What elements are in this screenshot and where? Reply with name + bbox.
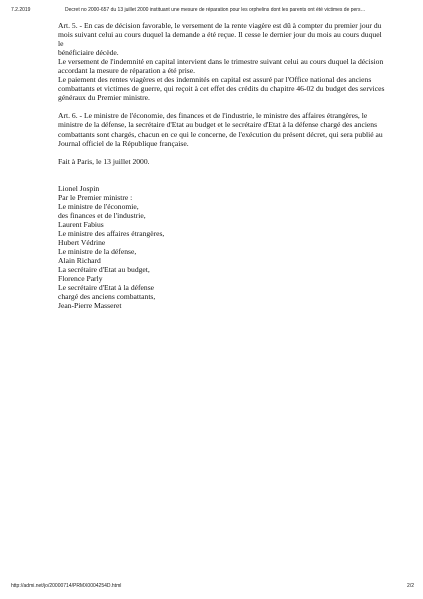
article-6-line: Journal officiel de la République française. — [58, 138, 189, 148]
signature-line: Par le Premier ministre : — [58, 192, 133, 202]
signature-line: Hubert Védrine — [58, 237, 106, 247]
print-date: 7.2.2019 — [11, 7, 31, 13]
article-6 — [58, 111, 388, 147]
signature-line: Laurent Fabius — [58, 219, 104, 229]
signature-line: Le secrétaire d'Etat à la défense — [58, 283, 155, 293]
signature-line: Le ministre de l'économie, — [58, 201, 139, 211]
article-6-line: Art. 6. - Le ministre de l'économie, des finances et de l'industrie, le ministre des affaires étrangères, le — [58, 111, 368, 121]
article-5 — [58, 21, 388, 102]
article-5-line: Le versement de l'indemnité en capital intervient dans le trimestre suivant celui au cours duquel la décision — [58, 57, 384, 67]
print-footer — [11, 582, 414, 592]
signature-line: des finances et de l'industrie, — [58, 210, 146, 220]
signature-line: Lionel Jospin — [58, 183, 100, 193]
article-5-line: accordant la mesure de réparation a été prise. — [58, 66, 196, 76]
signature-line: Alain Richard — [58, 256, 101, 266]
article-6-line: combattants sont chargés, chacun en ce qui le concerne, de l'exécution du présent décret, qui sera publié au — [58, 129, 383, 139]
article-5-line: mois suivant celui au cours duquel la demande a été reçue. Il cesse le dernier jour du mois au cours duquel le — [58, 30, 382, 49]
signature-line: Le ministre des affaires étrangères, — [58, 228, 165, 238]
signature-block — [58, 184, 388, 311]
signature-line: Le ministre de la défense, — [58, 246, 137, 256]
article-5-line: bénéficiaire décède. — [58, 48, 119, 58]
print-page-title: Decret no 2000-657 du 13 juillet 2000 instituant une mesure de réparation pour les orphelins dont les parents ont été victimes de pers… — [65, 7, 366, 13]
document-body — [58, 21, 388, 310]
article-5-line: Le paiement des rentes viagères et des indemnités en capital est assuré par l'Office national des anciens — [58, 75, 372, 85]
source-url: http://admi.net/jo/20000714/PRMX0004254D.html — [11, 583, 122, 589]
signature-line: chargé des anciens combattants, — [58, 292, 156, 302]
signature-line: Florence Parly — [58, 274, 103, 284]
signature-line: Jean-Pierre Masseret — [58, 301, 122, 311]
article-6-line: ministre de la défense, la secrétaire d'Etat au budget et le secrétaire d'Etat à la défense chargé des anciens — [58, 120, 378, 130]
article-5-line: Art. 5. - En cas de décision favorable, le versement de la rente viagère est dû à compter du premier jour du — [58, 21, 382, 30]
article-5-line: combattants et victimes de guerre, qui reçoit à cet effet des crédits du chapitre 46-02 du budget des services — [58, 84, 385, 94]
signature-line: La secrétaire d'Etat au budget, — [58, 265, 150, 275]
page-number: 2/2 — [407, 583, 414, 589]
print-header — [11, 6, 414, 16]
done-at-statement: Fait à Paris, le 13 juillet 2000. — [58, 156, 150, 166]
article-5-line: généraux du Premier ministre. — [58, 93, 150, 103]
